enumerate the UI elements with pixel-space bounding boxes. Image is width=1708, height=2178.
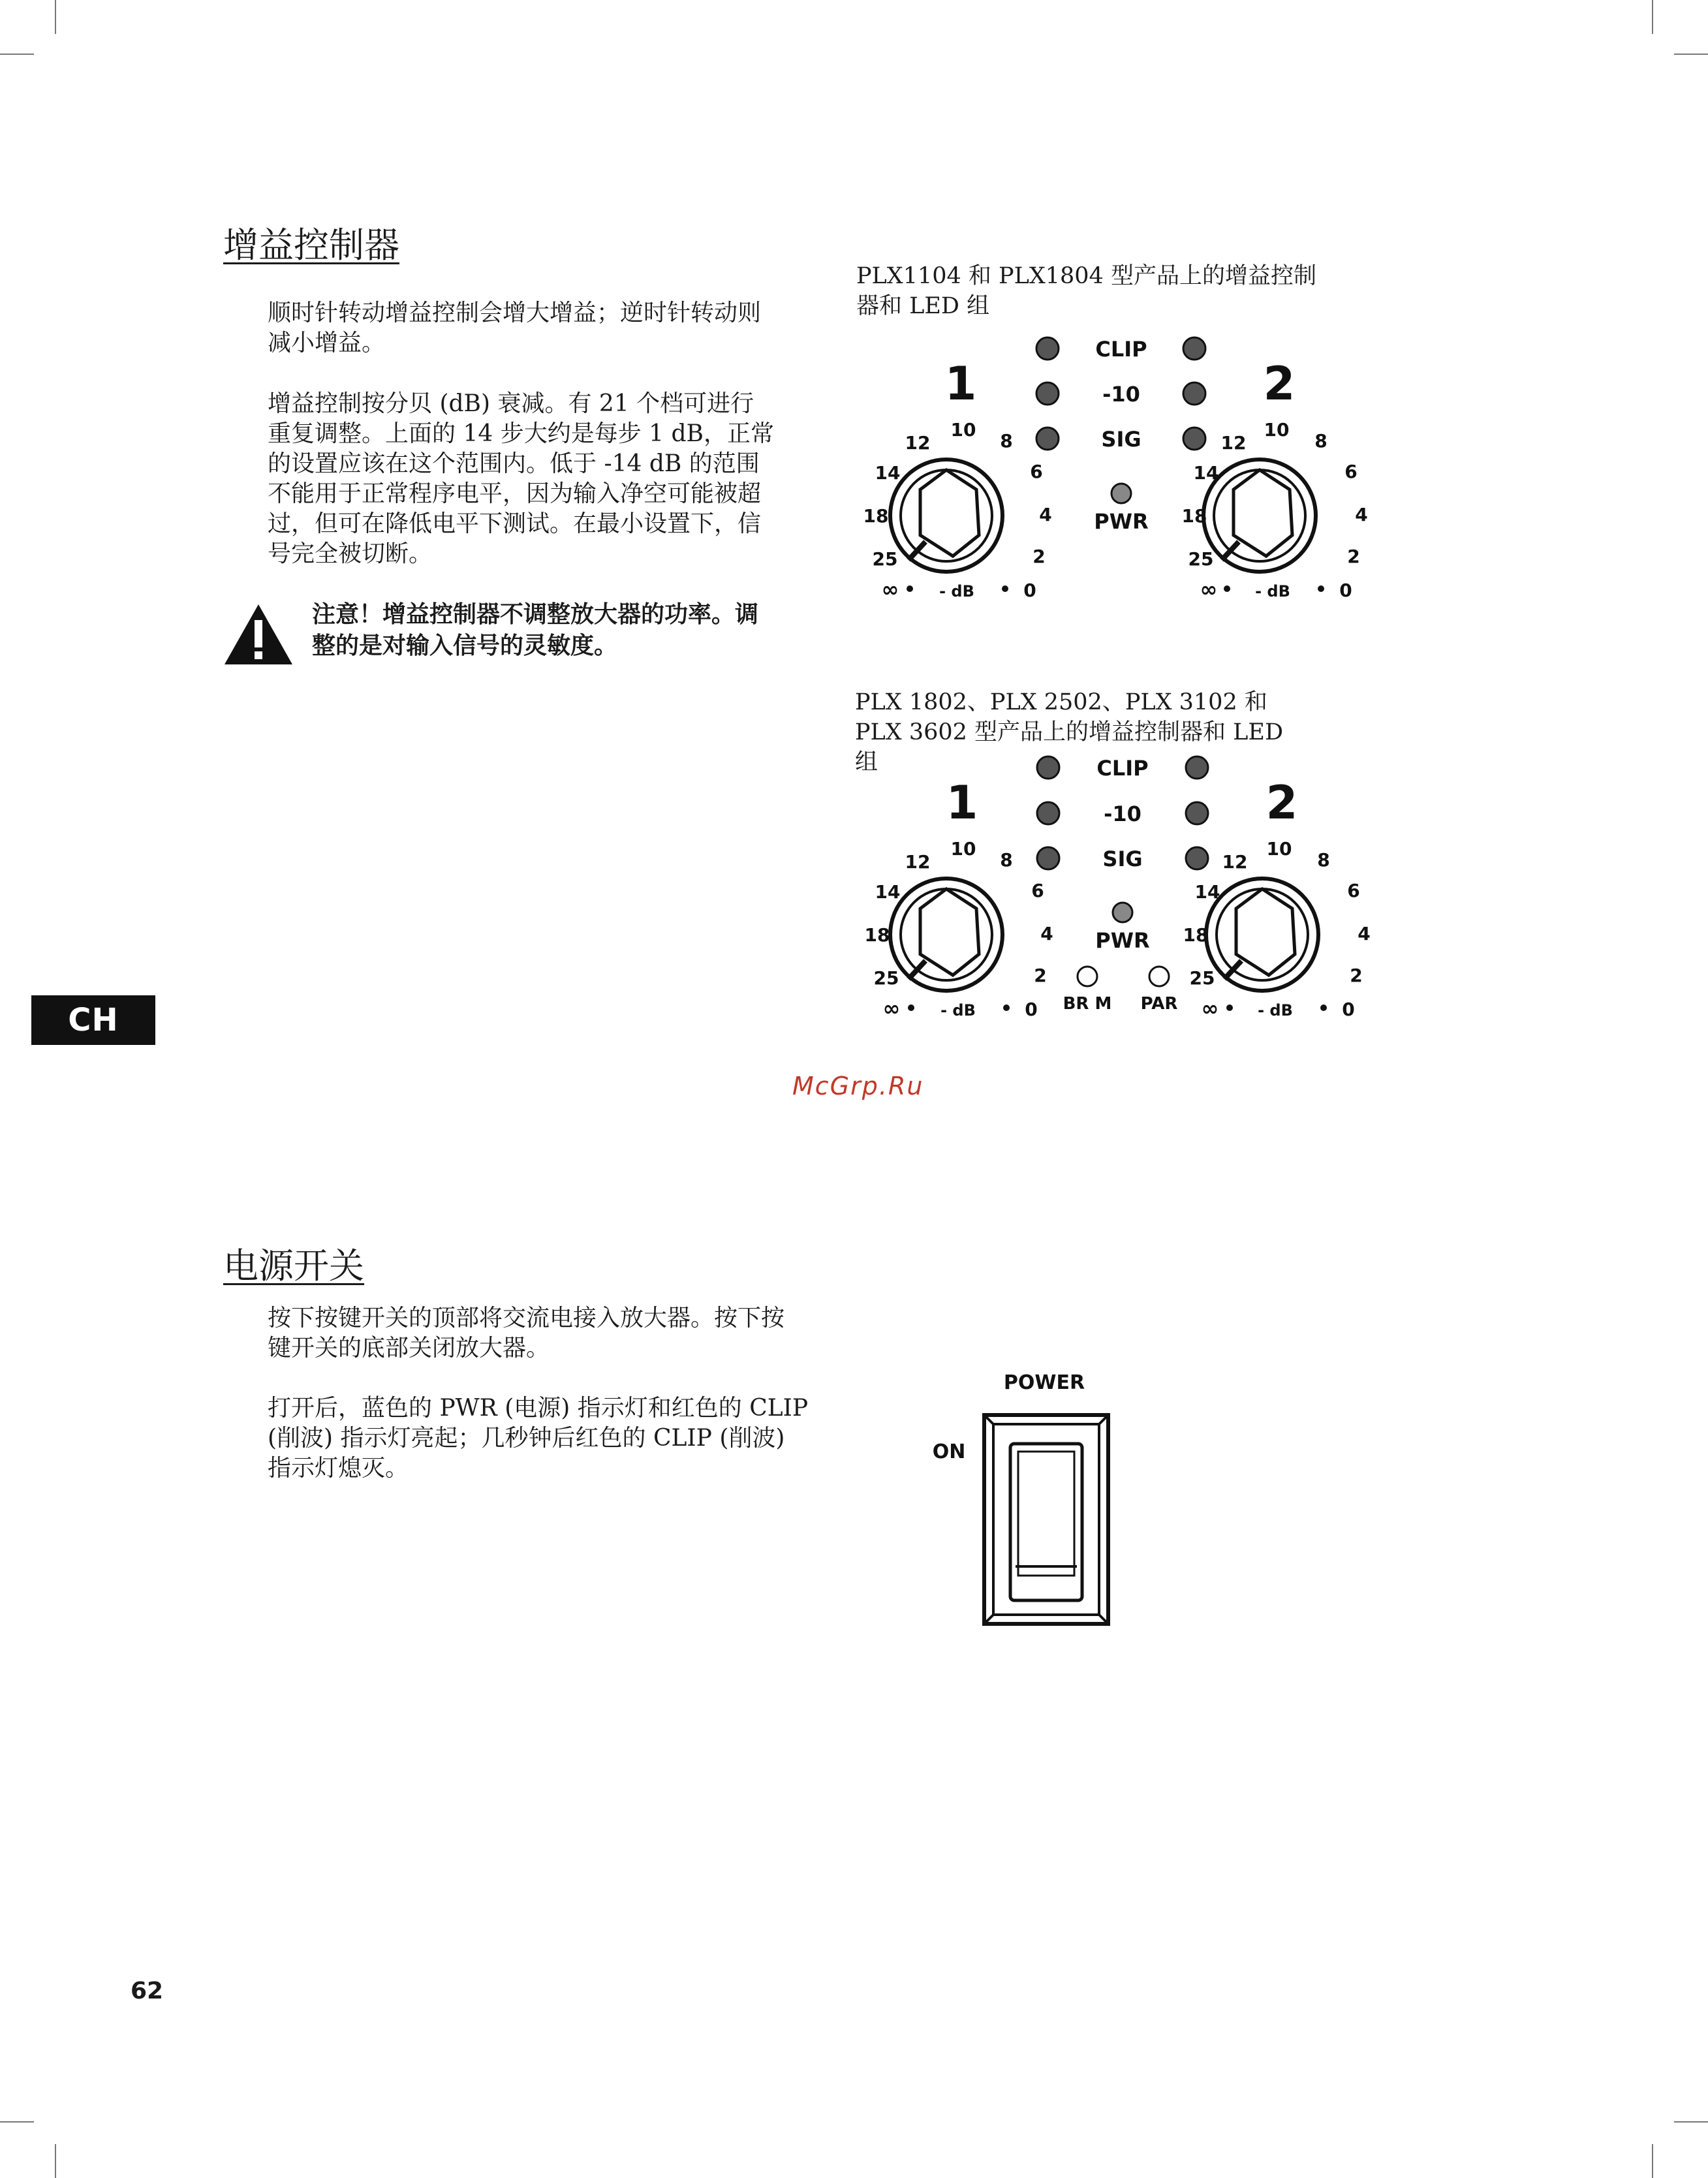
scale-label: 18 bbox=[864, 924, 890, 946]
sig-led-ch2 bbox=[1186, 847, 1208, 869]
minus10-label: -10 bbox=[1104, 801, 1141, 826]
scale-label: 14 bbox=[875, 881, 901, 903]
scale-label: 18 bbox=[863, 505, 889, 527]
minus10-led-ch2 bbox=[1183, 382, 1205, 405]
pwr-label: PWR bbox=[1095, 928, 1150, 953]
scale-label: 0 bbox=[1342, 999, 1355, 1020]
crop-mark bbox=[1674, 54, 1708, 55]
scale-label: 0 bbox=[1023, 580, 1036, 601]
minus10-led-ch1 bbox=[1036, 382, 1059, 405]
power-switch-title: POWER bbox=[1003, 1371, 1085, 1394]
pwr-led bbox=[1113, 903, 1132, 922]
pwr-label: PWR bbox=[1094, 509, 1149, 534]
sig-led-ch1 bbox=[1037, 847, 1059, 869]
clip-led-ch1 bbox=[1036, 337, 1059, 360]
scale-label: 12 bbox=[1222, 851, 1248, 873]
scale-label: 14 bbox=[1193, 462, 1219, 484]
scale-label: ∞ bbox=[1200, 577, 1218, 602]
clip-led-ch1 bbox=[1037, 756, 1059, 779]
clip-label: CLIP bbox=[1096, 756, 1149, 781]
scale-label: 10 bbox=[1264, 419, 1290, 441]
scale-label: 2 bbox=[1350, 965, 1363, 986]
scale-label: 12 bbox=[905, 432, 931, 454]
figure2-caption: PLX 1802、PLX 2502、PLX 3102 和 PLX 3602 型产品上的增益控制器和 LED 组 bbox=[855, 689, 1284, 775]
db-unit-label: - dB bbox=[1258, 1001, 1293, 1019]
clip-led-ch2 bbox=[1186, 756, 1208, 779]
scale-label: 10 bbox=[950, 419, 976, 441]
crop-mark bbox=[0, 2121, 34, 2123]
db-unit-label: - dB bbox=[940, 1001, 976, 1019]
scale-label: 18 bbox=[1181, 505, 1207, 527]
scale-label: 8 bbox=[1000, 430, 1013, 452]
gain-warning: 注意！增益控制器不调整放大器的功率。调整的是对输入信号的灵敏度。 bbox=[312, 601, 759, 659]
gain-led-panel-2 bbox=[848, 745, 1410, 1033]
sig-led-ch2 bbox=[1183, 428, 1205, 450]
clip-label: CLIP bbox=[1095, 337, 1147, 362]
figure1-caption: PLX1104 和 PLX1804 型产品上的增益控制器和 LED 组 bbox=[856, 263, 1316, 319]
scale-label: 25 bbox=[873, 967, 899, 989]
crop-mark bbox=[55, 0, 56, 34]
pwr-led bbox=[1111, 484, 1131, 503]
scale-label: 4 bbox=[1039, 504, 1052, 525]
scale-label: 8 bbox=[1000, 849, 1013, 871]
gain-knob-ch1[interactable] bbox=[890, 879, 1002, 991]
gain-knob-ch1[interactable] bbox=[890, 459, 1002, 572]
scale-label: ∞ bbox=[881, 577, 899, 602]
power-para-1: 按下按键开关的顶部将交流电接入放大器。按下按键开关的底部关闭放大器。 bbox=[268, 1305, 785, 1361]
parallel-label: PAR bbox=[1140, 994, 1178, 1014]
power-para-2: 打开后，蓝色的 PWR (电源) 指示灯和红色的 CLIP (削波) 指示灯亮起；几秒钟后红色的 CLIP (削波) 指示灯熄灭。 bbox=[268, 1395, 809, 1482]
crop-mark bbox=[1652, 2144, 1653, 2178]
parallel-led bbox=[1149, 967, 1169, 986]
scale-label: 14 bbox=[875, 462, 901, 484]
crop-mark bbox=[1674, 2121, 1708, 2123]
scale-label: 6 bbox=[1347, 880, 1360, 901]
db-unit-label: - dB bbox=[939, 582, 974, 600]
sig-label: SIG bbox=[1101, 427, 1141, 452]
page-number: 62 bbox=[131, 1978, 164, 2004]
power-rocker-switch[interactable] bbox=[984, 1415, 1108, 1624]
scale-label: 2 bbox=[1034, 965, 1047, 986]
scale-label: 25 bbox=[1189, 967, 1215, 989]
db-unit-label: - dB bbox=[1255, 582, 1290, 600]
scale-label: 12 bbox=[905, 851, 931, 873]
scale-label: 12 bbox=[1220, 432, 1247, 454]
scale-label: 6 bbox=[1030, 461, 1043, 482]
channel-1-label: 1 bbox=[944, 357, 977, 411]
crop-mark bbox=[0, 54, 34, 55]
scale-label: 4 bbox=[1040, 923, 1053, 944]
crop-mark bbox=[1652, 0, 1653, 34]
scale-label: 4 bbox=[1358, 923, 1371, 944]
scale-label: 14 bbox=[1194, 881, 1220, 903]
scale-label: 2 bbox=[1033, 546, 1046, 567]
warning-icon bbox=[222, 602, 295, 667]
scale-label: 10 bbox=[1266, 838, 1292, 860]
scale-label: 0 bbox=[1339, 580, 1352, 601]
bridge-mono-label: BR M bbox=[1063, 994, 1112, 1014]
scale-label: 25 bbox=[1188, 548, 1214, 570]
sig-label: SIG bbox=[1102, 847, 1143, 871]
scale-label: ∞ bbox=[882, 996, 901, 1021]
scale-label: 18 bbox=[1183, 924, 1209, 946]
gain-para-1: 顺时针转动增益控制会增大增益；逆时针转动则减小增益。 bbox=[268, 300, 762, 356]
scale-label: 25 bbox=[872, 548, 898, 570]
gain-led-panel-1 bbox=[848, 326, 1410, 614]
gain-knob-ch2[interactable] bbox=[1203, 459, 1316, 572]
scale-label: 2 bbox=[1347, 546, 1360, 567]
gain-para-2: 增益控制按分贝 (dB) 衰减。有 21 个档可进行重复调整。上面的 14 步大约是每步 1 dB，正常的设置应该在这个范围内。低于 -14 dB 的范围不能用于正常程序电平，因为输入净空可能被超过，但可在降低电平下测试。在最小设置下，信号完全被切断。 bbox=[268, 390, 774, 567]
power-switch-on-label: ON bbox=[932, 1440, 966, 1463]
gain-heading: 增益控制器 bbox=[223, 225, 399, 266]
scale-label: ∞ bbox=[1201, 996, 1219, 1021]
scale-label: 10 bbox=[950, 838, 976, 860]
channel-2-label: 2 bbox=[1263, 357, 1296, 411]
language-tab: CH bbox=[31, 995, 155, 1045]
scale-label: 8 bbox=[1317, 849, 1330, 871]
scale-label: 8 bbox=[1314, 430, 1328, 452]
sig-led-ch1 bbox=[1036, 428, 1059, 450]
gain-knob-ch2[interactable] bbox=[1206, 879, 1318, 991]
bridge-mono-led bbox=[1078, 967, 1097, 986]
scale-label: 0 bbox=[1025, 999, 1038, 1020]
power-heading: 电源开关 bbox=[223, 1245, 364, 1286]
channel-2-label: 2 bbox=[1265, 776, 1298, 830]
power-switch-figure bbox=[914, 1364, 1136, 1638]
crop-mark bbox=[55, 2144, 56, 2178]
clip-led-ch2 bbox=[1183, 337, 1205, 360]
minus10-label: -10 bbox=[1102, 382, 1140, 407]
channel-1-label: 1 bbox=[946, 776, 978, 830]
scale-label: 6 bbox=[1031, 880, 1044, 901]
scale-label: 4 bbox=[1355, 504, 1368, 525]
minus10-led-ch2 bbox=[1186, 802, 1208, 824]
minus10-led-ch1 bbox=[1037, 802, 1059, 824]
scale-label: 6 bbox=[1344, 461, 1358, 482]
watermark: McGrp.Ru bbox=[792, 1072, 924, 1100]
